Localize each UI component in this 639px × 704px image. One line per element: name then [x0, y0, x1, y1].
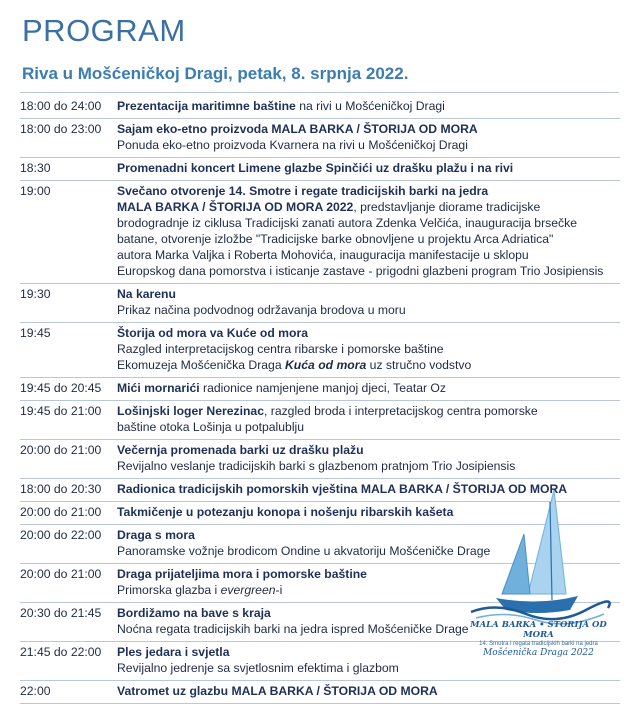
event-time: 20:00 do 21:00 — [20, 443, 102, 457]
description-part-post: -i — [275, 583, 283, 597]
event-time: 19:45 — [20, 326, 51, 340]
event-title-rest: na rivi u Mošćeničkoj Dragi — [295, 99, 445, 113]
event-description: brodogradnje iz ciklusa Tradicijski zanati autora Zdenka Velčića, inauguracija brsečke — [117, 216, 577, 230]
event-description: Ponuda eko-etno proizvoda Kvarnera na rivi u Mošćeničkoj Dragi — [117, 138, 468, 152]
main-sail — [528, 490, 566, 594]
event-details — [117, 380, 620, 396]
logo-line-3: Mošćenička Draga 2022 — [483, 648, 594, 658]
program-row — [20, 96, 620, 119]
logo-line-1: MALA BARKA • ŠTORIJA OD MORA — [470, 620, 607, 640]
event-time: 18:00 do 23:00 — [20, 122, 102, 136]
program-row — [20, 440, 620, 479]
event-description: Revijalno veslanje tradicijskih barki s glazbenom pratnjom Trio Josipiensis — [117, 459, 516, 473]
event-details — [117, 98, 620, 114]
program-row — [20, 681, 620, 704]
event-title-rest: , razgled broda i interpretacijskog centra pomorske — [263, 404, 538, 418]
front-sail — [502, 534, 530, 594]
event-title: Vatromet uz glazbu MALA BARKA / ŠTORIJA OD MORA — [117, 684, 438, 698]
event-time: 22:00 — [20, 684, 51, 698]
event-title: Štorija od mora va Kuće od mora — [117, 326, 308, 340]
event-title: Večernja promenada barki uz drašku plažu — [117, 443, 364, 457]
description-part-em: evergreen — [220, 583, 276, 597]
event-title: Draga prijateljima mora i pomorske baštine — [117, 567, 367, 581]
description-part-post: uz stručno vodstvo — [366, 358, 472, 372]
event-title: Ples jedara i svjetla — [117, 645, 230, 659]
event-time: 19:00 — [20, 184, 51, 198]
event-title: Takmičenje u potezanju konopa i nošenju ribarskih kašeta — [117, 505, 454, 519]
description-part-em: Kuća od mora — [285, 358, 367, 372]
event-title-rest: , predstavljanje diorame tradicijske — [353, 200, 541, 214]
description-part-pre: Primorska glazba i — [117, 583, 221, 597]
program-row — [20, 284, 620, 323]
event-description: Razgled interpretacijskog centra ribarske i pomorske baštine — [117, 342, 444, 356]
event-title: Sajam eko-etno proizvoda MALA BARKA / ŠTORIJA OD MORA — [117, 122, 478, 136]
event-title: Svečano otvorenje 14. Smotre i regate tradicijskih barki na jedra — [117, 184, 489, 198]
description-part-pre: Ekomuzeja Mošćenička Draga — [117, 358, 285, 372]
event-description — [117, 357, 620, 373]
event-time: 18:00 do 24:00 — [20, 99, 102, 113]
event-details — [117, 121, 620, 153]
event-time: 20:00 do 21:00 — [20, 567, 102, 581]
event-description: autora Marka Valjka i Roberta Mohovića, inauguracija manifestacije u sklopu — [117, 248, 529, 262]
logo-line-2: 14. Smotra i regata tradicijskih barki na jedra — [479, 641, 598, 647]
event-description: Prikaz načina podvodnog održavanja brodova u moru — [117, 303, 406, 317]
program-row — [20, 401, 620, 440]
boat-hull — [496, 596, 578, 613]
event-title: Lošinjski loger Nerezinac — [117, 404, 264, 418]
event-title: Mići mornarići — [117, 381, 200, 395]
event-details — [117, 160, 620, 176]
event-title: Na karenu — [117, 287, 176, 301]
event-title: Prezentacija maritimne baštine — [117, 99, 296, 113]
top-divider — [20, 92, 619, 93]
event-time: 20:00 do 22:00 — [20, 528, 102, 542]
event-time: 18:00 do 20:30 — [20, 482, 102, 496]
program-row — [20, 378, 620, 401]
event-time: 20:00 do 21:00 — [20, 505, 102, 519]
program-row — [20, 158, 620, 181]
event-details — [117, 286, 620, 318]
event-time: 19:45 do 21:00 — [20, 404, 102, 418]
program-row — [20, 323, 620, 378]
event-description: Europskog dana pomorstva i isticanje zastave - prigodni glazbeni program Trio Josipiensis — [117, 264, 604, 278]
program-row — [20, 181, 620, 284]
page-title: PROGRAM — [22, 13, 186, 48]
event-title-continued: MALA BARKA / ŠTORIJA OD MORA 2022 — [117, 200, 354, 214]
event-time: 21:45 do 22:00 — [20, 645, 102, 659]
event-details — [117, 442, 620, 474]
event-details — [117, 325, 620, 373]
program-row — [20, 119, 620, 158]
event-title: Bordižamo na bave s kraja — [117, 606, 271, 620]
event-details — [117, 183, 620, 279]
event-description: batane, otvorenje izložbe "Tradicijske barke obnovljene u projektu Arca Adriatica" — [117, 232, 554, 246]
event-title-rest: radionice namjenjene manjoj djeci, Teatar Oz — [199, 381, 447, 395]
event-description: Noćna regata tradicijskih barki na jedra ispred Mošćeničke Drage — [117, 622, 469, 636]
event-details — [117, 403, 620, 435]
event-time: 19:45 do 20:45 — [20, 381, 102, 395]
logo-text — [466, 620, 611, 658]
event-time: 20:30 do 21:45 — [20, 606, 102, 620]
event-description: baštine otoka Lošinja u potpalublju — [117, 420, 305, 434]
event-title: Radionica tradicijskih pomorskih vještina MALA BARKA / ŠTORIJA OD MORA — [117, 482, 568, 496]
event-title: Draga s mora — [117, 528, 195, 542]
event-title: Promenadni koncert Limene glazbe Spinčići uz drašku plažu i na rivi — [117, 161, 514, 175]
page-subtitle: Riva u Mošćeničkoj Dragi, petak, 8. srpnja 2022. — [22, 64, 409, 83]
event-details — [117, 683, 620, 699]
event-description: Panoramske vožnje brodicom Ondine u akvatoriju Mošćeničke Drage — [117, 544, 491, 558]
event-description: Revijalno jedrenje sa svjetlosnim efektima i glazbom — [117, 661, 399, 675]
event-time: 19:30 — [20, 287, 51, 301]
event-time: 18:30 — [20, 161, 51, 175]
